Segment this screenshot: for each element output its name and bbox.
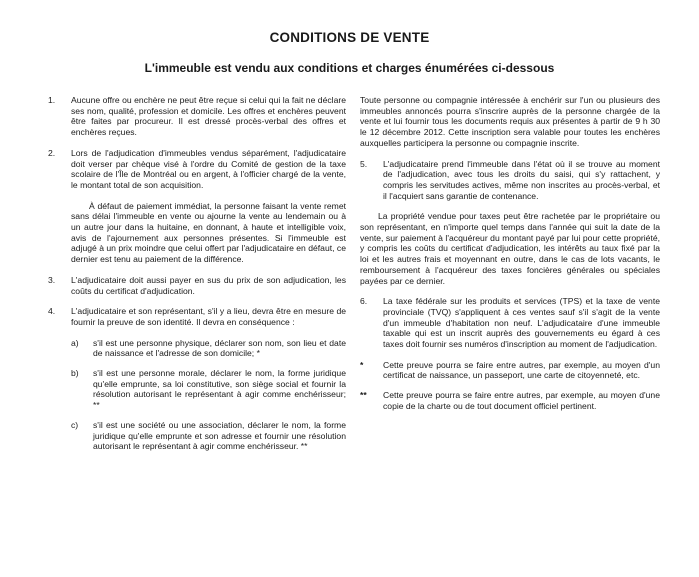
sub-item-a [71,338,346,359]
sub-item-letter: c) [71,419,79,430]
footnote-mark: ** [360,390,367,401]
page-subtitle: L'immeuble est vendu aux conditions et charges énumérées ci-dessous [144,61,555,75]
item-body [71,275,346,296]
sub-item-c [71,420,346,452]
item-body [71,306,346,452]
condition-item-6 [360,296,660,350]
item-number: 6. [360,296,368,307]
item-number: 5. [360,158,368,169]
condition-item-4 [48,306,346,452]
item-number: 4. [48,306,56,317]
condition-item-3 [48,275,346,296]
item-paragraph: L'adjudicataire et son représentant, s'il y a lieu, devra être en mesure de fournir la preuve de son identité. Il devra en conséquence : [71,306,346,327]
footnote-mark: * [360,359,364,370]
condition-item-2 [48,148,346,265]
footnote-text: Cette preuve pourra se faire entre autres, par exemple, au moyen d'une copie de la charte ou de tout document officiel pertinent. [383,390,660,411]
item-body [383,296,660,350]
sub-item-text: s'il est une personne physique, déclarer son nom, son lieu et date de naissance et l'adresse de son domicile; * [93,337,346,359]
item-paragraph: L'adjudicataire prend l'immeuble dans l'état où il se trouve au moment de l'adjudication, avec tous les droits du saisi, qui s'y rattachent, y compris les servitudes actives, même non inscrites au procès-verbal, et il l'acquiert sans garantie de contenance. [383,158,660,201]
sub-item-text: s'il est une société ou une association, déclarer le nom, la forme juridique qu'elle emprunte et son adresse et fournir une résolution autorisant le représentant à agir comme enchérisseur. ** [93,419,346,452]
sub-item-b [71,368,346,411]
registration-paragraph: Toute personne ou compagnie intéressée à enchérir sur l'un ou plusieurs des immeubles annoncés pourra s'inscrire auprès de la personne chargée de la vente et lui fournir tous les documents requis aux présentes à partir de 9 h 30 le 12 décembre 2012. Cette inscription sera valable pour toutes les enchères auxquelles participera la personne ou compagnie inscrite. [360,95,660,148]
item-paragraph: À défaut de paiement immédiat, la personne faisant la vente remet sans délai l'immeuble en vente ou ajourne la vente au lendemain ou à un autre jour dans la huitaine, en donnant, à haute et intelligible voix, avis de l'ajournement aux personnes présentes. Si l'immeuble est adjugé à un prix moindre que celui offert par l'adjudicataire en défaut, ce dernier est tenu au paiement de la différence. [71,200,346,265]
item-number: 1. [48,95,56,105]
footnote-single-star [360,360,660,381]
item-paragraph: Aucune offre ou enchère ne peut être reçue si celui qui la fait ne déclare ses nom, qualité, profession et domicile. Les offres et enchères peuvent être faites par procureur. Il est dressé procès-verbal des offres et enchères reçues. [71,95,346,138]
item-number: 2. [48,147,56,158]
sub-item-letter: a) [71,337,79,348]
condition-item-5 [360,159,660,202]
item-paragraph: La taxe fédérale sur les produits et services (TPS) et la taxe de vente provinciale (TVQ) s'appliquent à ces ventes sauf s'il s'agit de la vente d'un immeuble d'habitation non neuf. L'adjudicataire d'une immeuble taxable qui est un inscrit auprès des gouvernements eu égard à ces taxes doit fournir ses numéros d'inscription au moment de l'adjudication. [383,296,660,350]
item-body [383,159,660,202]
footnote-text: Cette preuve pourra se faire entre autres, par exemple, au moyen d'un certificat de naissance, un passeport, une carte de citoyenneté, etc. [383,359,660,381]
sub-item-letter: b) [71,368,79,379]
page-title: CONDITIONS DE VENTE [269,30,430,45]
condition-item-1 [48,95,346,138]
item-body [71,148,346,265]
item-body [71,95,346,138]
redemption-paragraph: La propriété vendue pour taxes peut être rachetée par le propriétaire ou son représentant, en n'importe quel temps dans l'année qui suit la date de la vente, sur paiement à l'acquéreur du montant payé par lui pour cette propriété, y compris les coûts du certificat d'adjudication, les intérêts au taux fixé par la loi et les autres frais et moyennant en outre, dans le cas de lots vacants, le remboursement à l'acquéreur des taxes foncières générales ou spéciales payées par ce dernier. [360,211,660,286]
sub-item-text: s'il est une personne morale, déclarer le nom, la forme juridique qu'elle emprunte, sa loi constitutive, son siège social et fournir la résolution autorisant le représentant à agir comme enchérisseur; ** [93,368,346,411]
item-paragraph: L'adjudicataire doit aussi payer en sus du prix de son adjudication, les coûts du certificat d'adjudication. [71,274,346,296]
item-paragraph: Lors de l'adjudication d'immeubles vendus séparément, l'adjudicataire doit verser par chèque visé à l'ordre du Comité de gestion de la taxe scolaire de l'Île de Montréal ou en argent, à l'officier chargé de la vente, le montant total de son acquisition. [71,147,346,190]
left-column [48,95,346,462]
item-number: 3. [48,274,56,285]
right-column [360,95,660,421]
footnote-double-star [360,390,660,411]
